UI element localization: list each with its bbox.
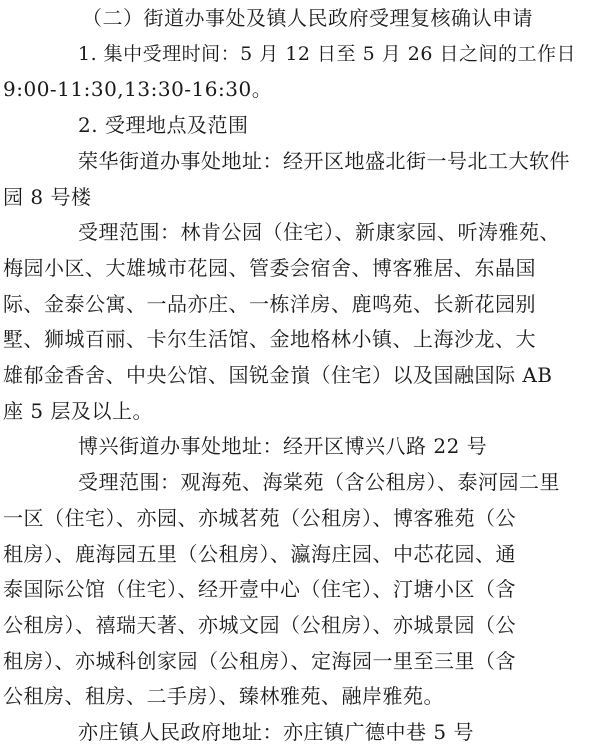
- ronghua-scope-line: 梅园小区、大雄城市花园、管委会宿舍、博客雅居、东晶国: [3, 256, 536, 280]
- ronghua-scope-line: 雄郁金香舍、中央公馆、国锐金嵿（住宅）以及国融国际 AB: [3, 363, 553, 387]
- ronghua-address-line-2: 园 8 号楼: [3, 185, 92, 209]
- ronghua-scope-line: 座 5 层及以上。: [3, 399, 153, 423]
- location-scope-title: 2. 受理地点及范围: [78, 113, 249, 137]
- boxing-scope-line: 租房）、鹿海园五里（公租房）、瀛海庄园、中芯花园、通: [3, 542, 516, 566]
- section-heading: （二）街道办事处及镇人民政府受理复核确认申请: [82, 6, 533, 30]
- reception-time-line-1: 1. 集中受理时间：5 月 12 日至 5 月 26 日之间的工作日: [78, 43, 576, 65]
- yizhuang-address: 亦庄镇人民政府地址：亦庄镇广德中巷 5 号: [78, 720, 474, 744]
- ronghua-scope-line: 受理范围：林肯公园（住宅）、新康家园、听涛雅苑、: [78, 220, 560, 244]
- boxing-scope-line: 受理范围：观海苑、海棠苑（含公租房）、泰河园二里: [78, 470, 560, 494]
- ronghua-address-line-1: 荣华街道办事处地址：经开区地盛北街一号北工大软件: [78, 149, 570, 173]
- boxing-scope-line: 公租房、租房、二手房）、臻林雅苑、融岸雅苑。: [3, 684, 444, 708]
- ronghua-scope-line: 际、金泰公寓、一品亦庄、一栋洋房、鹿鸣苑、长新花园别: [3, 292, 536, 316]
- ronghua-scope-line: 墅、狮城百丽、卡尔生活馆、金地格林小镇、上海沙龙、大: [3, 327, 536, 351]
- boxing-scope-line: 泰国际公馆（住宅）、经开壹中心（住宅）、汀塘小区（含: [3, 577, 516, 601]
- boxing-address: 博兴街道办事处地址：经开区博兴八路 22 号: [78, 434, 488, 458]
- boxing-scope-line: 公租房）、禧瑞天著、亦城文园（公租房）、亦城景园（公: [3, 613, 516, 637]
- boxing-scope-line: 一区（住宅）、亦园、亦城茗苑（公租房）、博客雅苑（公: [3, 506, 516, 530]
- reception-time-line-2: 9:00-11:30,13:30-16:30。: [3, 77, 273, 101]
- boxing-scope-line: 租房）、亦城科创家园（公租房）、定海园一里至三里（含: [3, 649, 516, 673]
